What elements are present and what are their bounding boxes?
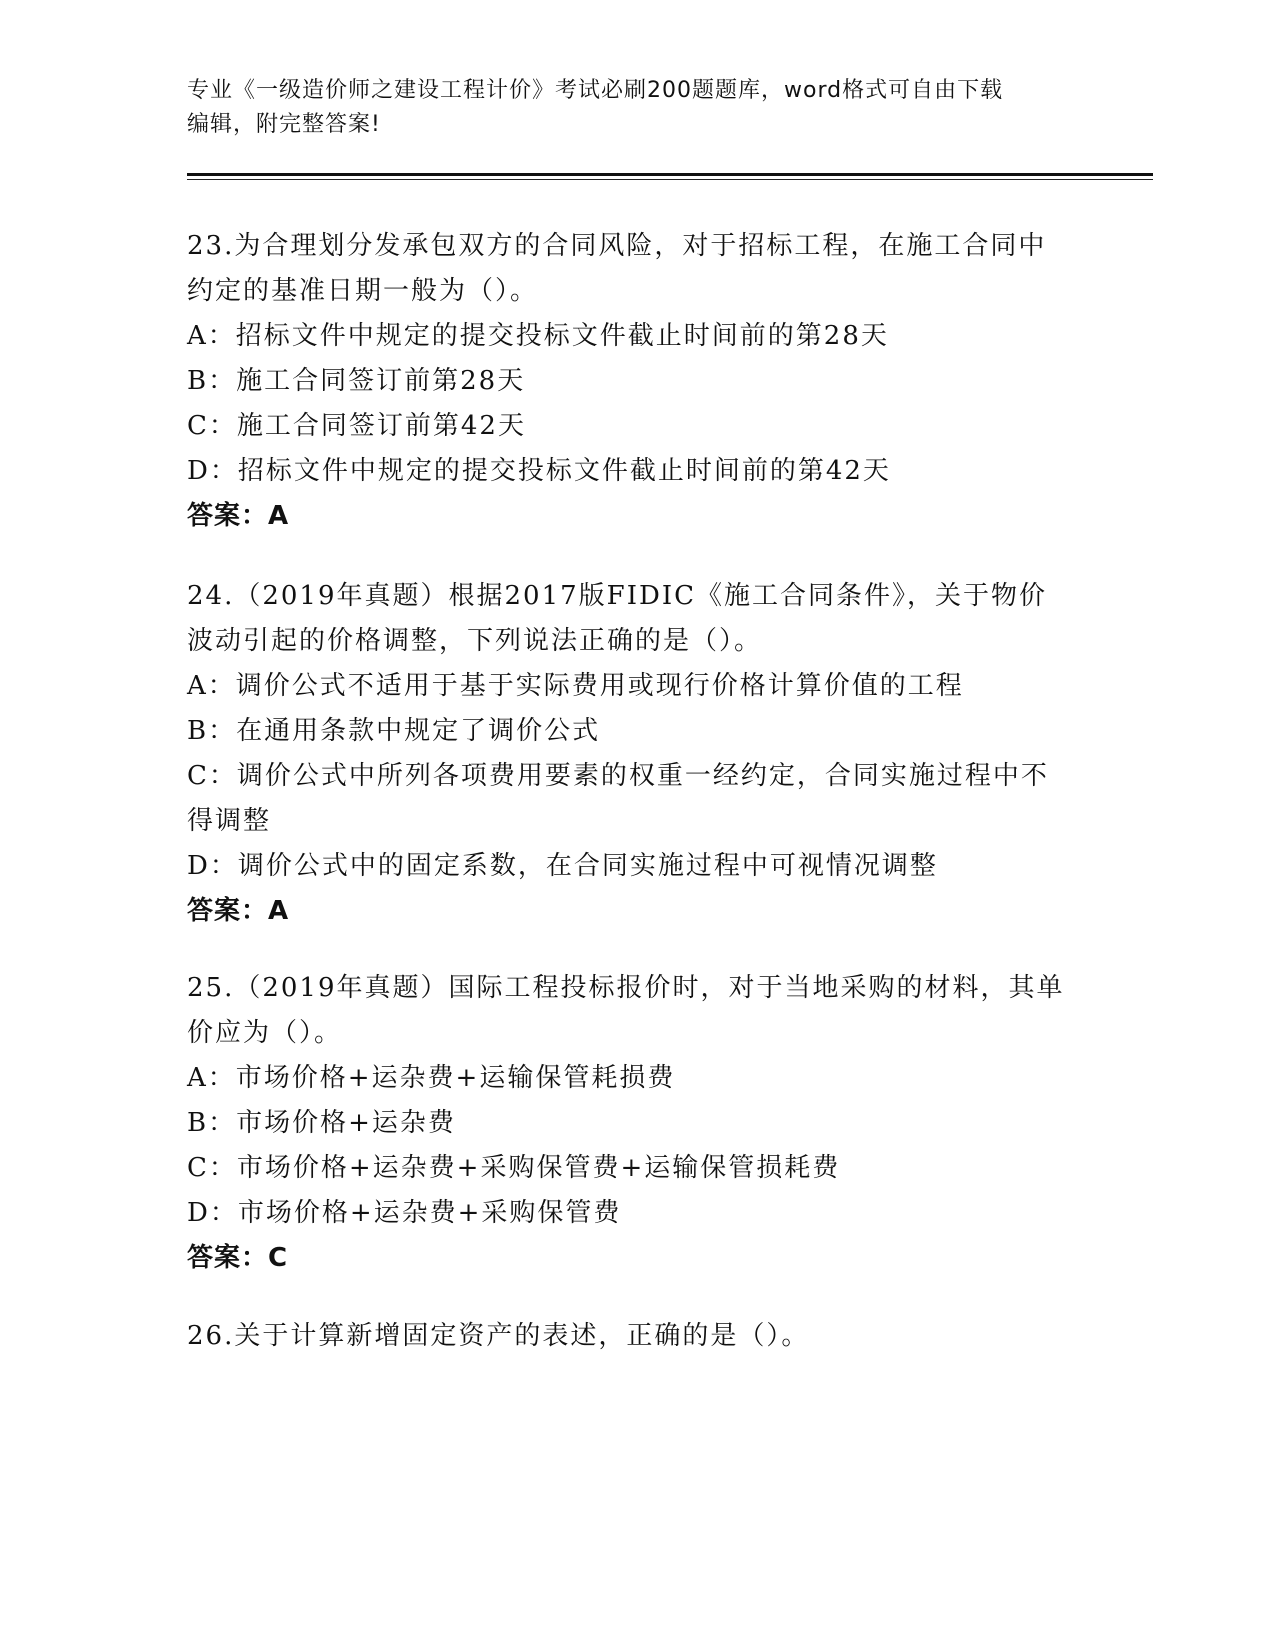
answer: 答案：A [187,896,290,926]
answer: 答案：C [187,1243,289,1273]
question-stem: 24.（2019年真题）根据2017版FIDIC《施工合同条件》，关于物价 [187,581,1048,611]
header-line-2: 编辑，附完整答案! [187,112,381,137]
option-d: D：市场价格+运杂费+采购保管费 [187,1198,622,1228]
option-d: D：调价公式中的固定系数，在合同实施过程中可视情况调整 [187,851,938,881]
question-stem: 25.（2019年真题）国际工程投标报价时，对于当地采购的材料，其单 [187,973,1065,1003]
question-26 [187,1314,1087,1359]
question-24 [187,574,1087,934]
document-header [187,74,1087,142]
option-c-continued: 得调整 [187,806,272,836]
header-divider-thin [187,179,1153,180]
question-23 [187,224,1087,539]
question-stem: 价应为（）。 [187,1018,343,1048]
option-b: B：施工合同签订前第28天 [187,366,526,396]
option-a: A：招标文件中规定的提交投标文件截止时间前的第28天 [187,321,889,351]
question-stem: 23.为合理划分发承包双方的合同风险，对于招标工程，在施工合同中 [187,231,1047,261]
question-stem: 约定的基准日期一般为（）。 [187,276,539,306]
option-a: A：调价公式不适用于基于实际费用或现行价格计算价值的工程 [187,671,964,701]
question-stem: 波动引起的价格调整，下列说法正确的是（）。 [187,626,763,656]
option-b: B：在通用条款中规定了调价公式 [187,716,601,746]
header-line-1: 专业《一级造价师之建设工程计价》考试必刷200题题库，word格式可自由下载 [187,78,1004,103]
option-c: C：市场价格+运杂费+采购保管费+运输保管损耗费 [187,1153,841,1183]
header-divider-thick [187,173,1153,176]
option-d: D：招标文件中规定的提交投标文件截止时间前的第42天 [187,456,891,486]
question-25 [187,966,1087,1281]
option-a: A：市场价格+运杂费+运输保管耗损费 [187,1063,676,1093]
option-b: B：市场价格+运杂费 [187,1108,456,1138]
answer: 答案：A [187,501,290,531]
option-c: C：施工合同签订前第42天 [187,411,526,441]
option-c: C：调价公式中所列各项费用要素的权重一经约定，合同实施过程中不 [187,761,1049,791]
question-stem: 26.关于计算新增固定资产的表述，正确的是（）。 [187,1321,810,1351]
